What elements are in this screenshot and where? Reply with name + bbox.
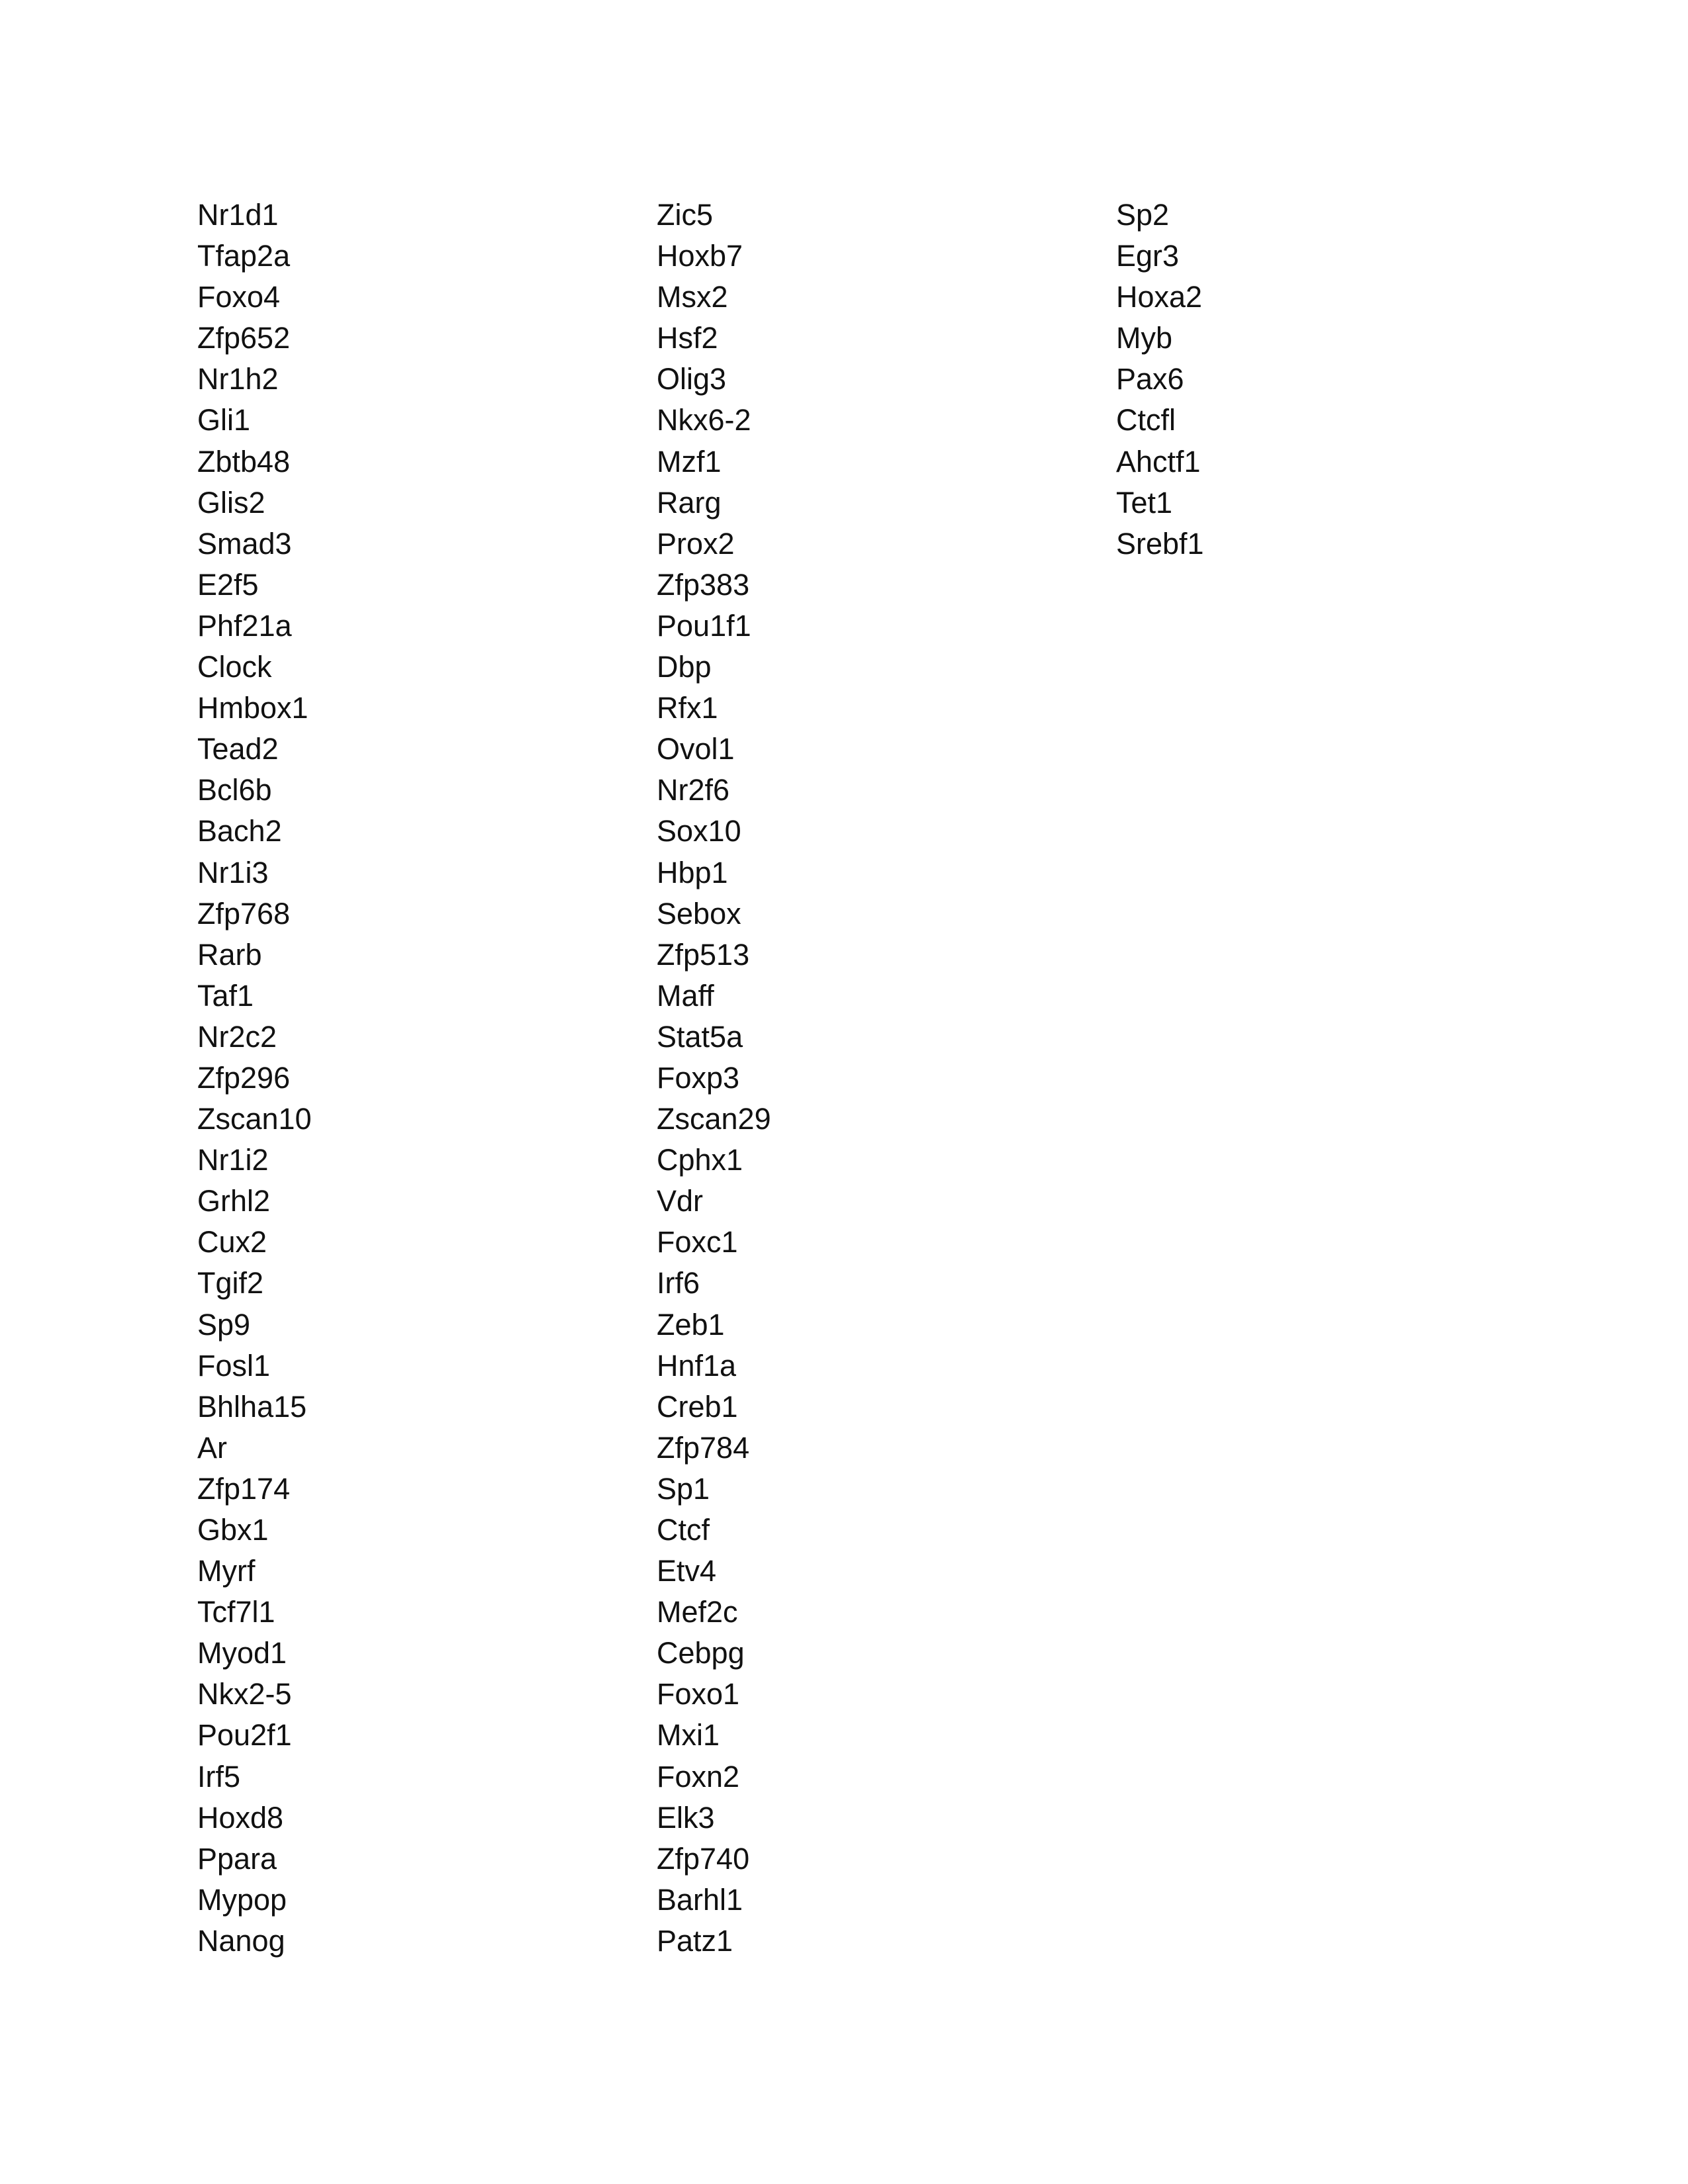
gene-name: Cux2 [197,1225,267,1259]
gene-name: Cphx1 [657,1143,743,1177]
gene-name: Zfp740 [657,1841,750,1876]
gene-name: Cebpg [657,1636,745,1670]
gene-name: Sebox [657,896,741,931]
gene-name: Foxp3 [657,1060,740,1095]
gene-name: Rarb [197,937,262,972]
gene-name: Dbp [657,650,712,684]
gene-name: Hmbox1 [197,691,308,725]
gene-name: Grhl2 [197,1184,271,1218]
gene-name: Prox2 [657,526,735,561]
gene-name: Myb [1116,321,1173,355]
gene-name: Ctcfl [1116,403,1176,437]
gene-name: Bhlha15 [197,1389,307,1424]
gene-name: Foxo4 [197,280,281,314]
gene-name: Etv4 [657,1554,717,1588]
gene-name: Tcf7l1 [197,1595,275,1629]
gene-name: Zfp768 [197,896,291,931]
gene-name: Zeb1 [657,1307,725,1342]
gene-name: Zfp174 [197,1471,291,1506]
gene-name: Zfp652 [197,321,291,355]
gene-name: E2f5 [197,567,259,602]
gene-name: Gli1 [197,403,251,437]
gene-name: Maff [657,978,714,1013]
gene-name: Pou2f1 [197,1718,292,1752]
gene-name: Phf21a [197,608,292,643]
gene-name: Elk3 [657,1800,715,1835]
gene-name: Irf6 [657,1266,700,1300]
gene-name: Nanog [197,1923,285,1958]
gene-name: Tgif2 [197,1266,264,1300]
gene-name: Glis2 [197,485,265,520]
gene-name: Myod1 [197,1636,287,1670]
gene-name: Msx2 [657,280,728,314]
gene-name: Stat5a [657,1019,743,1054]
gene-name: Zfp784 [657,1430,750,1465]
gene-name: Bcl6b [197,773,272,807]
gene-name: Foxc1 [657,1225,738,1259]
gene-name: Sox10 [657,814,741,848]
gene-name: Nr1h2 [197,362,279,396]
gene-name: Hbp1 [657,855,728,889]
gene-name: Mzf1 [657,444,722,478]
gene-name: Taf1 [197,978,254,1013]
gene-name: Myrf [197,1554,256,1588]
gene-column-1 [197,195,312,1962]
gene-name: Tet1 [1116,485,1173,520]
gene-name: Rarg [657,485,722,520]
gene-name: Sp1 [657,1471,710,1506]
gene-name: Zfp296 [197,1060,291,1095]
gene-name: Hoxb7 [657,239,743,273]
gene-name: Hoxa2 [1116,280,1203,314]
gene-name: Pou1f1 [657,608,751,643]
gene-name: Olig3 [657,362,727,396]
gene-column-2 [657,195,771,1962]
gene-name: Hnf1a [657,1348,737,1383]
gene-name: Fosl1 [197,1348,271,1383]
gene-name: Mxi1 [657,1718,720,1752]
gene-name: Barhl1 [657,1882,743,1917]
gene-name: Nkx6-2 [657,403,751,437]
gene-name: Vdr [657,1184,704,1218]
gene-name: Nr1i3 [197,855,269,889]
gene-name: Hoxd8 [197,1800,284,1835]
gene-name: Pax6 [1116,362,1184,396]
gene-column-3 [1116,195,1204,565]
gene-name: Tead2 [197,732,279,766]
gene-name: Zscan29 [657,1102,771,1136]
gene-name: Gbx1 [197,1513,269,1547]
gene-name: Srebf1 [1116,526,1204,561]
gene-name: Clock [197,650,272,684]
gene-name: Foxn2 [657,1759,740,1794]
gene-name: Zic5 [657,198,714,232]
gene-name: Smad3 [197,526,292,561]
gene-name: Ctcf [657,1513,710,1547]
gene-name: Zfp383 [657,567,750,602]
gene-name: Tfap2a [197,239,291,273]
gene-name: Ar [197,1430,227,1465]
gene-name: Mypop [197,1882,287,1917]
gene-name: Ovol1 [657,732,735,766]
gene-name: Patz1 [657,1923,733,1958]
gene-name: Nr1d1 [197,198,279,232]
gene-name: Creb1 [657,1389,738,1424]
gene-name: Nkx2-5 [197,1677,292,1711]
gene-name: Zscan10 [197,1102,312,1136]
gene-name: Sp9 [197,1307,251,1342]
gene-name: Nr2f6 [657,773,730,807]
gene-name: Bach2 [197,814,282,848]
gene-name: Zfp513 [657,937,750,972]
gene-name: Nr2c2 [197,1019,277,1054]
gene-name: Egr3 [1116,239,1180,273]
gene-name: Zbtb48 [197,444,291,478]
gene-name: Rfx1 [657,691,718,725]
gene-name: Mef2c [657,1595,738,1629]
gene-name: Ahctf1 [1116,444,1201,478]
gene-name: Ppara [197,1841,277,1876]
gene-name: Sp2 [1116,198,1170,232]
gene-name: Hsf2 [657,321,718,355]
gene-name: Irf5 [197,1759,241,1794]
gene-name: Foxo1 [657,1677,740,1711]
gene-name: Nr1i2 [197,1143,269,1177]
